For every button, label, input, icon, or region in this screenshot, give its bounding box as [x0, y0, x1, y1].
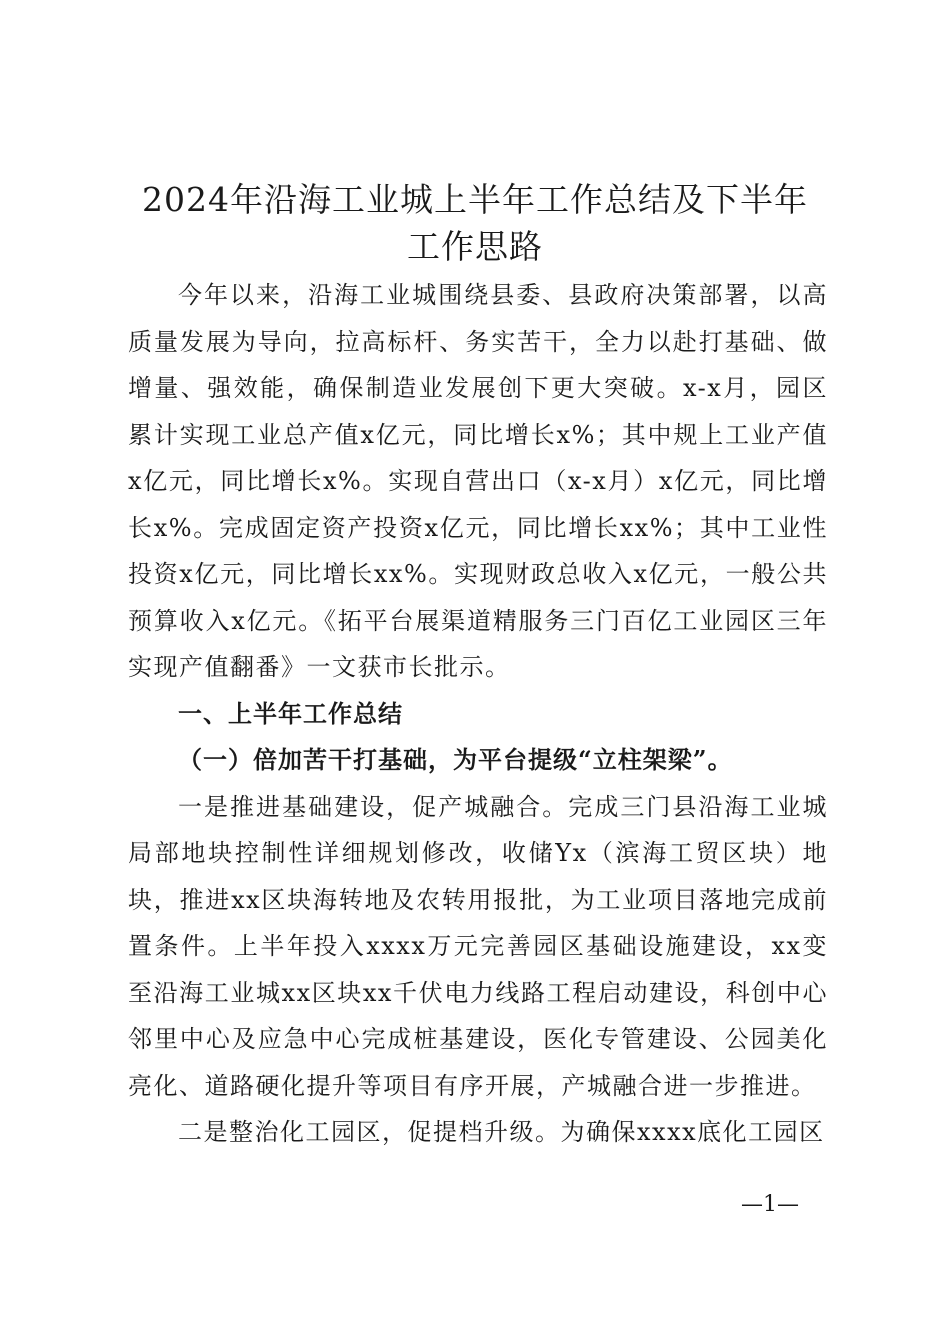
section-heading: 一、上半年工作总结 [178, 699, 403, 728]
body-paragraph: 一是推进基础建设，促产城融合。完成三门县沿海工业城局部地块控制性详细规划修改，收储Yx（滨海工贸区块）地块，推进xx区块海转地及农转用报批，为工业项目落地完成前置条件。上半年投入xxxx万元完善园区基础设施建设，xx变至沿海工业城xx区块xx千伏电力线路工程启动建设，科创中心邻里中心及应急中心完成桩基建设，医化专管建设、公园美化亮化、道路硬化提升等项目有序开展，产城融合进一步推进。 [128, 792, 828, 1100]
body-paragraph: 二是整治化工园区，促提档升级。为确保xxxx底化工园区 [178, 1118, 825, 1146]
title-line-2: 工作思路 [407, 227, 543, 266]
document-body [128, 272, 828, 1156]
title-line-1: 2024年沿海工业城上半年工作总结及下半年 [142, 180, 808, 219]
document-title [100, 176, 850, 270]
page-number: —1— [741, 1192, 799, 1217]
intro-paragraph: 今年以来，沿海工业城围绕县委、县政府决策部署，以高质量发展为导向，拉高标杆、务实苦干，全力以赴打基础、做增量、强效能，确保制造业发展创下更大突破。x-x月，园区累计实现工业总产值x亿元，同比增长x%；其中规上工业产值x亿元，同比增长x%。实现自营出口（x-x月）x亿元，同比增长x%。完成固定资产投资x亿元，同比增长xx%；其中工业性投资x亿元，同比增长xx%。实现财政总收入x亿元，一般公共预算收入x亿元。《拓平台展渠道精服务三门百亿工业园区三年实现产值翻番》一文获市长批示。 [128, 281, 828, 681]
subsection-heading: （一）倍加苦干打基础，为平台提级“立柱架梁”。 [178, 745, 733, 774]
